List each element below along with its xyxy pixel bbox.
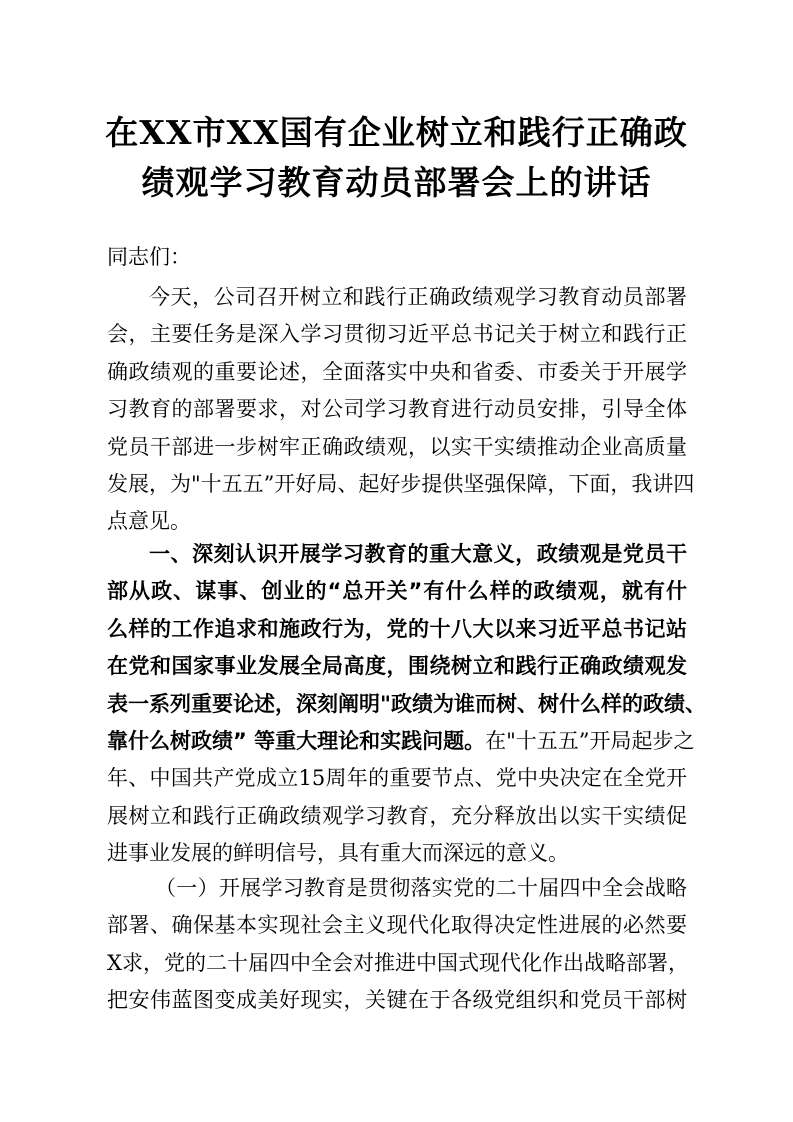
text-line: X求，党的二十届四中全会对推进中国式现代化作出战略部署，	[107, 950, 689, 975]
text-line: 今天，公司召开树立和践行正确政绩观学习教育动员部署	[149, 285, 687, 309]
paragraph-subsection-1	[107, 870, 687, 1020]
salutation: 同志们：	[107, 245, 191, 269]
heading-line: 表一系列重要论述，深刻阐明"政绩为谁而树、树什么样的政绩、	[107, 691, 706, 716]
text-line: 年、中国共产党成立15周年的重要节点、党中央决定在全党开	[107, 766, 687, 791]
title-line-2: 绩观学习教育动员部署会上的讲话	[141, 163, 652, 202]
text-line: 会，主要任务是深入学习贯彻习近平总书记关于树立和践行正	[107, 322, 687, 347]
title-line-1: 在XX市XX国有企业树立和践行正确政	[105, 113, 688, 152]
text-line: 确政绩观的重要论述，全面落实中央和省委、市委关于开展学	[107, 359, 687, 384]
text-line: 习教育的部署要求，对公司学习教育进行动员安排，引导全体	[107, 397, 687, 422]
heading-line: 一、深刻认识开展学习教育的重大意义，政绩观是党员干	[149, 542, 687, 566]
heading-line-end: 靠什么树政绩” 等重大理论和实践问题。	[107, 728, 486, 753]
text-line: 部署、确保基本实现社会主义现代化取得决定性进展的必然要	[107, 913, 687, 938]
paragraph-intro	[107, 279, 695, 541]
heading-line: 么样的工作追求和施政行为，党的十八大以来习近平总书记站	[107, 616, 687, 641]
text-line: 点意见。	[107, 509, 191, 534]
heading-line: 部从政、谋事、创业的“总开关”有什么样的政绩观，就有什	[107, 579, 687, 604]
heading-line: 在党和国家事业发展全局高度，围绕树立和践行正确政绩观发	[107, 654, 687, 679]
paragraph-section-1	[107, 536, 706, 873]
text-line: 把安伟蓝图变成美好现实，关键在于各级党组织和党员干部树	[107, 988, 687, 1013]
mixed-line	[107, 723, 695, 760]
text-line: 党员干部进一步树牢正确政绩观，以实干实绩推动企业高质量	[107, 434, 687, 459]
text-segment: 在"十五五”开局起步之	[485, 728, 695, 753]
text-line: 进事业发展的鲜明信号，具有重大而深远的意义。	[107, 841, 569, 866]
subheading-line: （一）开展学习教育是贯彻落实党的二十届四中全会战略	[155, 876, 687, 900]
text-line: 发展，为"十五五”开好局、起好步提供坚强保障，下面，我讲四	[107, 471, 695, 496]
document-title	[60, 108, 733, 208]
text-line: 展树立和践行正确政绩观学习教育，充分释放出以实干实绩促	[107, 803, 687, 828]
